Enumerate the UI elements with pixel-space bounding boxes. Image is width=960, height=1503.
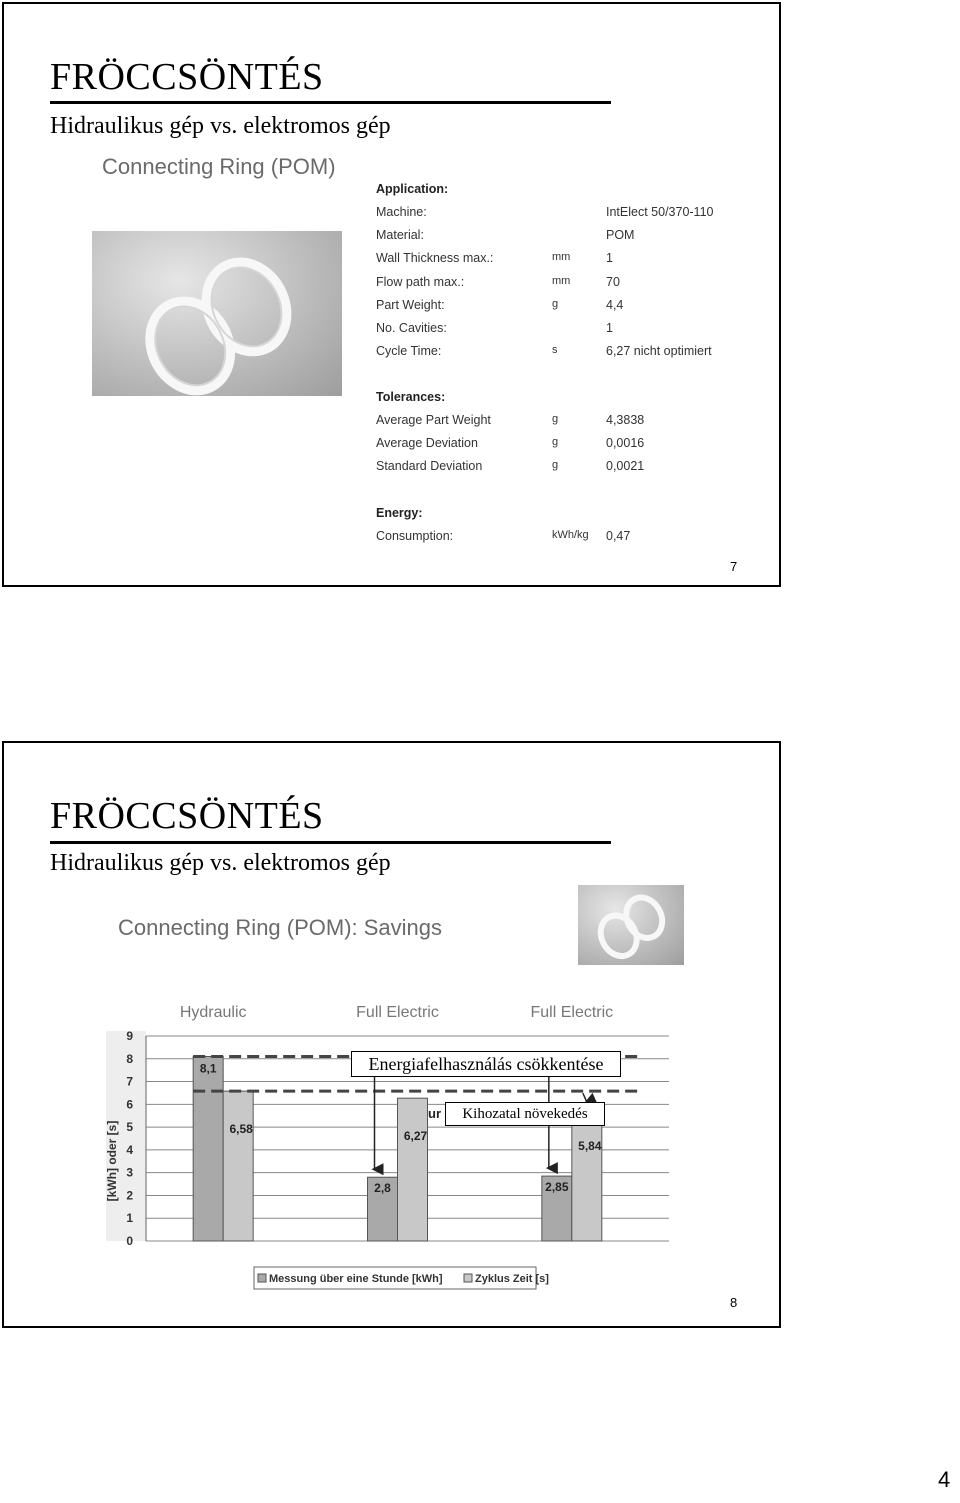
- application-row-label: No. Cavities:: [376, 321, 447, 335]
- application-row-label: Wall Thickness max.:: [376, 251, 494, 266]
- legend-label: Messung über eine Stunde [kWh]: [269, 1273, 443, 1285]
- tolerances-row-unit: g: [552, 436, 559, 449]
- y-tick-label: 3: [126, 1165, 133, 1180]
- connecting-ring-photo: [92, 231, 342, 396]
- application-row-label: Machine:: [376, 205, 427, 219]
- y-tick-label: 7: [126, 1074, 133, 1089]
- legend-swatch: [464, 1274, 472, 1282]
- application-row-unit: mm: [552, 274, 571, 287]
- bar-data-label: 8,1: [199, 1061, 217, 1076]
- tolerances-row-label: Average Part Weight: [376, 413, 491, 427]
- connecting-ring-thumbnail: [578, 885, 684, 965]
- application-row-value: 1: [606, 321, 613, 335]
- y-tick-label: 2: [126, 1188, 133, 1203]
- title-rule: [50, 101, 611, 104]
- application-row-label: Material:: [376, 228, 424, 243]
- title-rule: [50, 841, 611, 844]
- energy-reduction-callout: Energiafelhasználás csökkentése: [351, 1051, 621, 1077]
- application-row-value: 4,4: [606, 297, 624, 312]
- slide-subtitle: Hidraulikus gép vs. elektromos gép: [50, 113, 391, 139]
- y-tick-label: 0: [126, 1234, 133, 1248]
- energy-unit: kWh/kg: [552, 529, 589, 541]
- bar-data-label: 5,84: [578, 1138, 602, 1153]
- bar-data-label: 2,85: [545, 1180, 569, 1195]
- slide-subtitle: Hidraulikus gép vs. elektromos gép: [50, 850, 391, 876]
- tolerances-row-value: 0,0021: [606, 459, 645, 474]
- legend-label: Zyklus Zeit [s]: [475, 1273, 549, 1285]
- document-page-number: 4: [938, 1467, 951, 1492]
- section-heading: Connecting Ring (POM): Savings: [118, 915, 443, 940]
- chart-legend: [254, 1267, 549, 1289]
- bar-cycle-time: [223, 1091, 253, 1241]
- tolerances-row-value: 4,3838: [606, 413, 645, 427]
- bar-cycle-time: [572, 1108, 602, 1241]
- bar-data-label: 2,8: [374, 1181, 391, 1196]
- tolerances-row-label: Standard Deviation: [376, 459, 483, 474]
- bar-data-label: 6,27: [403, 1129, 428, 1144]
- application-row-unit: mm: [552, 251, 571, 264]
- y-tick-label: 1: [126, 1211, 133, 1226]
- tolerances-row-unit: g: [552, 459, 559, 472]
- y-tick-label: 4: [126, 1142, 133, 1157]
- application-row-value: 1: [606, 251, 613, 266]
- legend-swatch: [258, 1274, 266, 1282]
- y-axis-label: [kWh] oder [s]: [105, 1120, 119, 1202]
- tolerances-row-unit: g: [552, 413, 559, 425]
- slide-page-number: 8: [730, 1295, 738, 1310]
- category-label: Full Electric: [356, 1004, 439, 1021]
- slide-page-number: 7: [730, 559, 738, 574]
- application-row-value: 6,27 nicht optimiert: [606, 344, 712, 359]
- y-tick-label: 5: [126, 1120, 133, 1135]
- y-tick-label: 8: [126, 1051, 133, 1066]
- application-row-label: Flow path max.:: [376, 274, 465, 289]
- tolerances-row-label: Average Deviation: [376, 436, 478, 451]
- bar-data-label: 6,58: [229, 1122, 253, 1137]
- application-row-label: Part Weight:: [376, 297, 445, 312]
- application-row-unit: s: [552, 344, 558, 357]
- energy-heading: Energy:: [376, 506, 423, 520]
- slide-8: [2, 741, 781, 1328]
- application-heading: Application:: [376, 182, 449, 196]
- bar-energy: [193, 1057, 223, 1242]
- application-row-value: 70: [606, 274, 620, 289]
- tolerances-heading: Tolerances:: [376, 390, 446, 404]
- bar-cycle-time: [398, 1098, 428, 1241]
- section-heading: Connecting Ring (POM): [102, 154, 336, 179]
- partial-label: ur: [428, 1106, 441, 1121]
- energy-label: Consumption:: [376, 529, 454, 543]
- y-tick-label: 9: [126, 1029, 133, 1043]
- category-label: Hydraulic: [179, 1004, 247, 1021]
- slide-title: FRÖCCSÖNTÉS: [50, 795, 324, 837]
- output-increase-callout: Kihozatal növekedés: [445, 1102, 605, 1126]
- tolerances-row-value: 0,0016: [606, 436, 645, 451]
- category-label: Full Electric: [530, 1004, 614, 1021]
- application-row-value: POM: [606, 228, 635, 243]
- slide-title: FRÖCCSÖNTÉS: [50, 56, 324, 98]
- y-tick-label: 6: [126, 1097, 133, 1112]
- application-row-unit: g: [552, 297, 559, 310]
- application-row-label: Cycle Time:: [376, 344, 442, 359]
- savings-chart: [94, 993, 684, 1293]
- slide-7: [2, 2, 781, 587]
- energy-value: 0,47: [606, 529, 631, 543]
- application-row-value: IntElect 50/370-110: [606, 205, 714, 219]
